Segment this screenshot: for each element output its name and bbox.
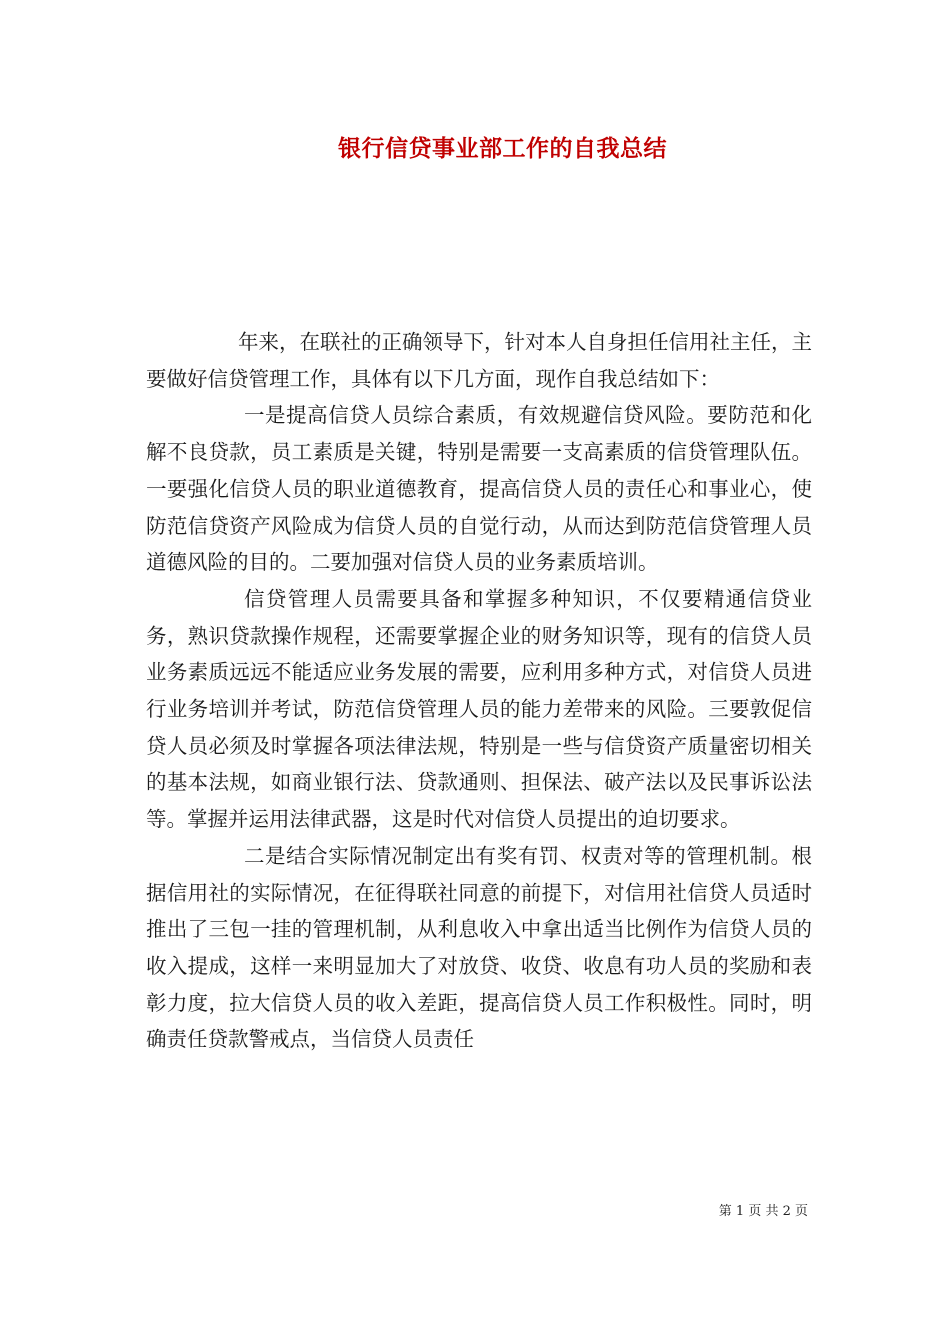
- document-body: [146, 324, 812, 1058]
- paragraph-point-one: 一是提高信贷人员综合素质，有效规避信贷风险。要防范和化解不良贷款，员工素质是关键，特别是需要一支高素质的信贷管理队伍。一要强化信贷人员的职业道德教育，提高信贷人员的责任心和事业心，使防范信贷资产风险成为信贷人员的自觉行动，从而达到防范信贷管理人员道德风险的目的。二要加强对信贷人员的业务素质培训。: [146, 403, 812, 575]
- document-title: 银行信贷事业部工作的自我总结: [338, 135, 667, 162]
- paragraph-intro: 年来，在联社的正确领导下，针对本人自身担任信用社主任，主要做好信贷管理工作，具体有以下几方面，现作自我总结如下：: [146, 330, 812, 391]
- paragraph-training: 信贷管理人员需要具备和掌握多种知识，不仅要精通信贷业务，熟识贷款操作规程，还需要掌握企业的财务知识等，现有的信贷人员业务素质远远不能适应业务发展的需要，应利用多种方式，对信贷人员进行业务培训并考试，防范信贷管理人员的能力差带来的风险。三要敦促信贷人员必须及时掌握各项法律法规，特别是一些与信贷资产质量密切相关的基本法规，如商业银行法、贷款通则、担保法、破产法以及民事诉讼法等。掌握并运用法律武器，这是时代对信贷人员提出的迫切要求。: [146, 586, 812, 832]
- page-number-footer: 第 1 页 共 2 页: [718, 1204, 808, 1219]
- paragraph-point-two: 二是结合实际情况制定出有奖有罚、权责对等的管理机制。根据信用社的实际情况，在征得联社同意的前提下，对信用社信贷人员适时推出了三包一挂的管理机制，从利息收入中拿出适当比例作为信贷人员的收入提成，这样一来明显加大了对放贷、收贷、收息有功人员的奖励和表彰力度，拉大信贷人员的收入差距，提高信贷人员工作积极性。同时，明确责任贷款警戒点，当信贷人员责任: [146, 843, 812, 1052]
